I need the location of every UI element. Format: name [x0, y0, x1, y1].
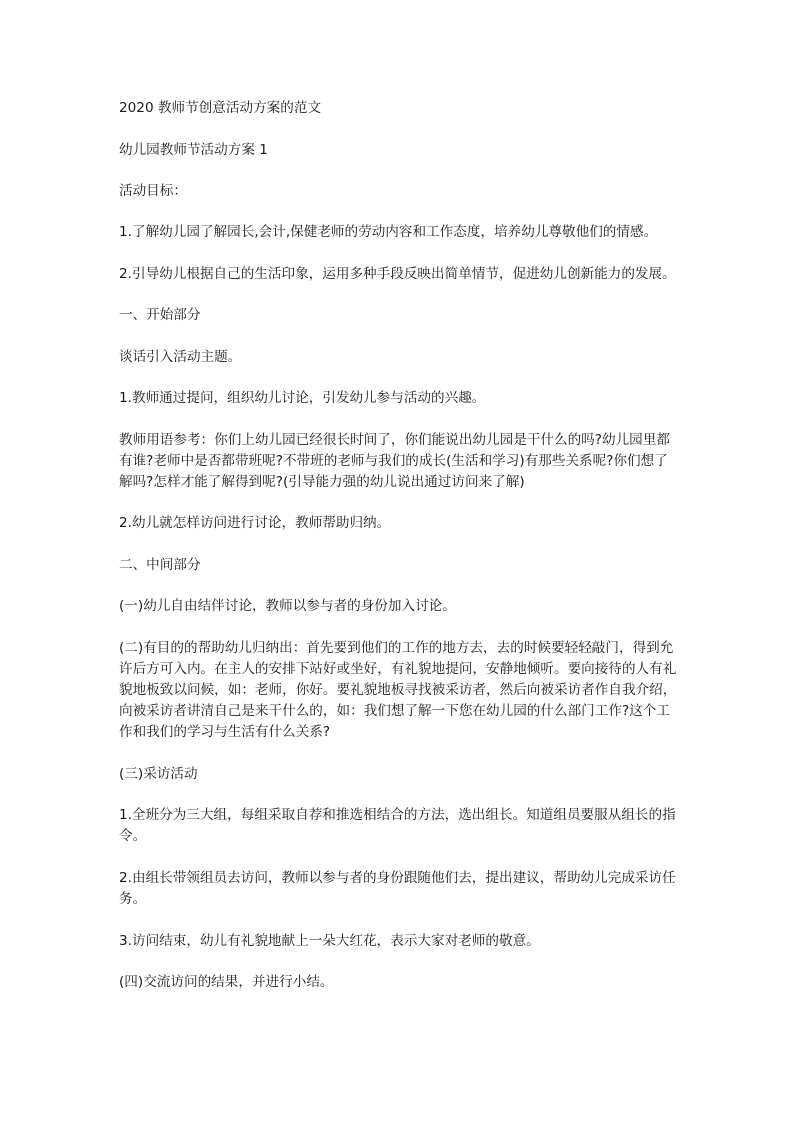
paragraph: 活动目标： — [119, 183, 187, 199]
paragraph: 3.访问结束，幼儿有礼貌地献上一朵大红花，表示大家对老师的敬意。 — [119, 933, 540, 949]
section-heading: (三)采访活动 — [119, 766, 198, 782]
paragraph: 2.引导幼儿根据自己的生活印象，运用多种手段反映出简单情节，促进幼儿创新能力的发展。 — [119, 266, 676, 282]
paragraph: 教师用语参考：你们上幼儿园已经很长时间了，你们能说出幼儿园是干什么的吗?幼儿园里都有谁?老师中是否都带班呢?不带班的老师与我们的成长(生活和学习)有那些关系呢?你们想了解吗?怎样才能了解得到呢?(引导能力强的幼儿说出通过访问来了解) — [119, 432, 670, 490]
paragraph: 1.了解幼儿园了解园长,会计,保健老师的劳动内容和工作态度，培养幼儿尊敬他们的情感。 — [119, 224, 658, 240]
paragraph: 2.由组长带领组员去访问，教师以参与者的身份跟随他们去，提出建议，帮助幼儿完成采访任务。 — [119, 870, 676, 907]
paragraph: 2.幼儿就怎样访问进行讨论，教师帮助归纳。 — [119, 515, 391, 531]
paragraph: 1.教师通过提问，组织幼儿讨论，引发幼儿参与活动的兴趣。 — [119, 390, 486, 406]
section-heading: 一、开始部分 — [119, 307, 201, 323]
paragraph: 1.全班分为三大组，每组采取自荐和推选相结合的方法，选出组长。知道组员要服从组长的指令。 — [119, 807, 676, 844]
paragraph: 谈话引入活动主题。 — [119, 349, 242, 365]
section-heading: 二、中间部分 — [119, 557, 201, 573]
paragraph: (一)幼儿自由结伴讨论，教师以参与者的身份加入讨论。 — [119, 598, 456, 614]
section-heading: 幼儿园教师节活动方案 1 — [119, 142, 268, 158]
document-title: 2020 教师节创意活动方案的范文 — [119, 100, 322, 116]
paragraph: (四)交流访问的结果，并进行小结。 — [119, 974, 334, 990]
paragraph: (二)有目的的帮助幼儿归纳出：首先要到他们的工作的地方去，去的时候要轻轻敲门，得到允许后方可入内。在主人的安排下站好或坐好，有礼貌地提问，安静地倾听。要向接待的人有礼貌地板致以问候，如：老师，你好。要礼貌地板寻找被采访者，然后向被采访者作自我介绍，向被采访者讲清自己是来干什么的，如：我们想了解一下您在幼儿园的什么部门工作?这个工作和我们的学习与生活有什么关系? — [119, 640, 677, 740]
